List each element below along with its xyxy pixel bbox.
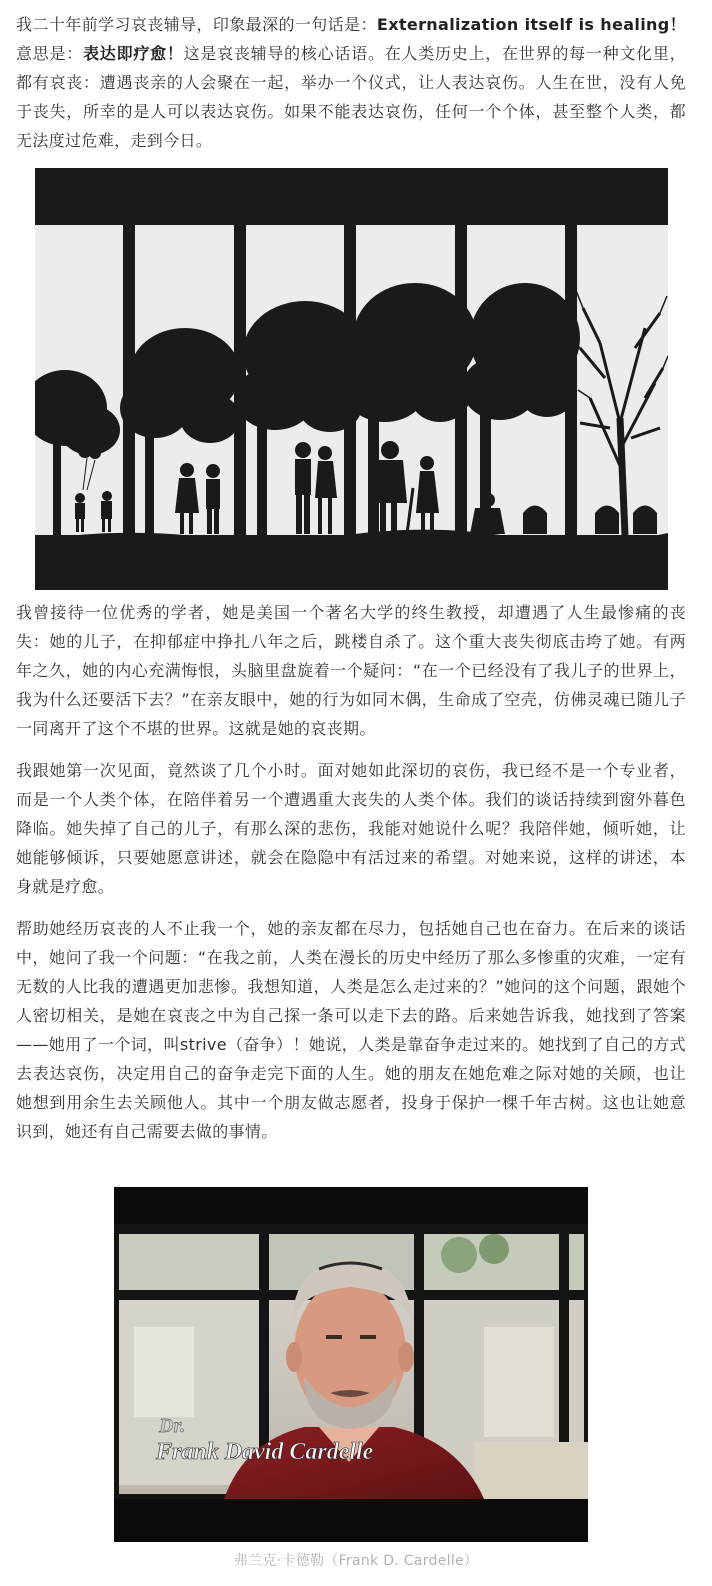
video-still-portrait — [114, 1187, 588, 1542]
intro-text-b: 意思是： — [16, 44, 84, 63]
quote-english: Externalization itself is healing！ — [376, 15, 686, 34]
quote-chinese: 表达即疗愈！ — [83, 44, 184, 63]
intro-text-c: 这是哀丧辅导的核心话语。在人类历史上，在世界的每一种文化里，都有哀丧：遭遇丧亲的人会聚在一起，举办一个仪式，让人表达哀伤。人生在世，没有人免于丧失，所幸的是人可以表达哀伤。如果不能表达哀伤，任何一个个体，甚至整个人类，都无法度过危难，走到今日。 — [16, 44, 686, 150]
paragraph-first-meeting: 我跟她第一次见面，竟然谈了几个小时。面对她如此深切的哀伤，我已经不是一个专业者，而是一个人类个体，在陪伴着另一个遭遇重大丧失的人类个体。我们的谈话持续到窗外暮色降临。她失掉了自己的儿子，有那么深的悲伤，我能对她说什么呢？我陪伴她，倾听她，让她能够倾诉，只要她愿意讲述，就会在隐隐中有活过来的希望。对她来说，这样的讲述，本身就是疗愈。 — [16, 761, 686, 896]
intro-text-a: 我二十年前学习哀丧辅导，印象最深的一句话是： — [16, 15, 377, 34]
video-name-overlay: Frank David Cardelle — [156, 1439, 374, 1465]
figure-caption: 弗兰克·卡德勒（Frank D. Cardelle） — [233, 1553, 479, 1569]
paragraph-professor-story: 我曾接待一位优秀的学者，她是美国一个著名大学的终生教授，却遭遇了人生最惨痛的丧失：她的儿子，在抑郁症中挣扎八年之后，跳楼自杀了。这个重大丧失彻底击垮了她。有两年之久，她的内心充满悔恨，头脑里盘旋着一个疑问：“在一个已经没有了我儿子的世界上，我为什么还要活下去？”在亲友眼中，她的行为如同木偶，生命成了空壳，仿佛灵魂已随儿子一同离开了这个不堪的世界。这就是她的哀丧期。 — [16, 603, 686, 738]
video-title-prefix: Dr. — [159, 1415, 186, 1437]
life-stages-illustration — [35, 168, 668, 590]
paragraph-intro — [16, 10, 686, 155]
paragraph-strive: 帮助她经历哀丧的人不止我一个，她的亲友都在尽力，包括她自己也在奋力。在后来的谈话中，她问了我一个问题：“在我之前，人类在漫长的历史中经历了那么多惨重的灾难，一定有无数的人比我的遭遇更加悲惨。我想知道，人类是怎么走过来的？”她问的这个问题，跟她个人密切相关，是她在哀丧之中为自己探一条可以走下去的路。后来她告诉我，她找到了答案——她用了一个词，叫strive（奋争）！她说，人类是靠奋争走过来的。她找到了自己的方式去表达哀伤，决定用自己的奋争走完下面的人生。她的朋友在她危难之际对她的关顾，也让她想到用余生去关顾他人。其中一个朋友做志愿者，投身于保护一棵千年古树。这也让她意识到，她还有自己需要去做的事情。 — [16, 919, 686, 1141]
